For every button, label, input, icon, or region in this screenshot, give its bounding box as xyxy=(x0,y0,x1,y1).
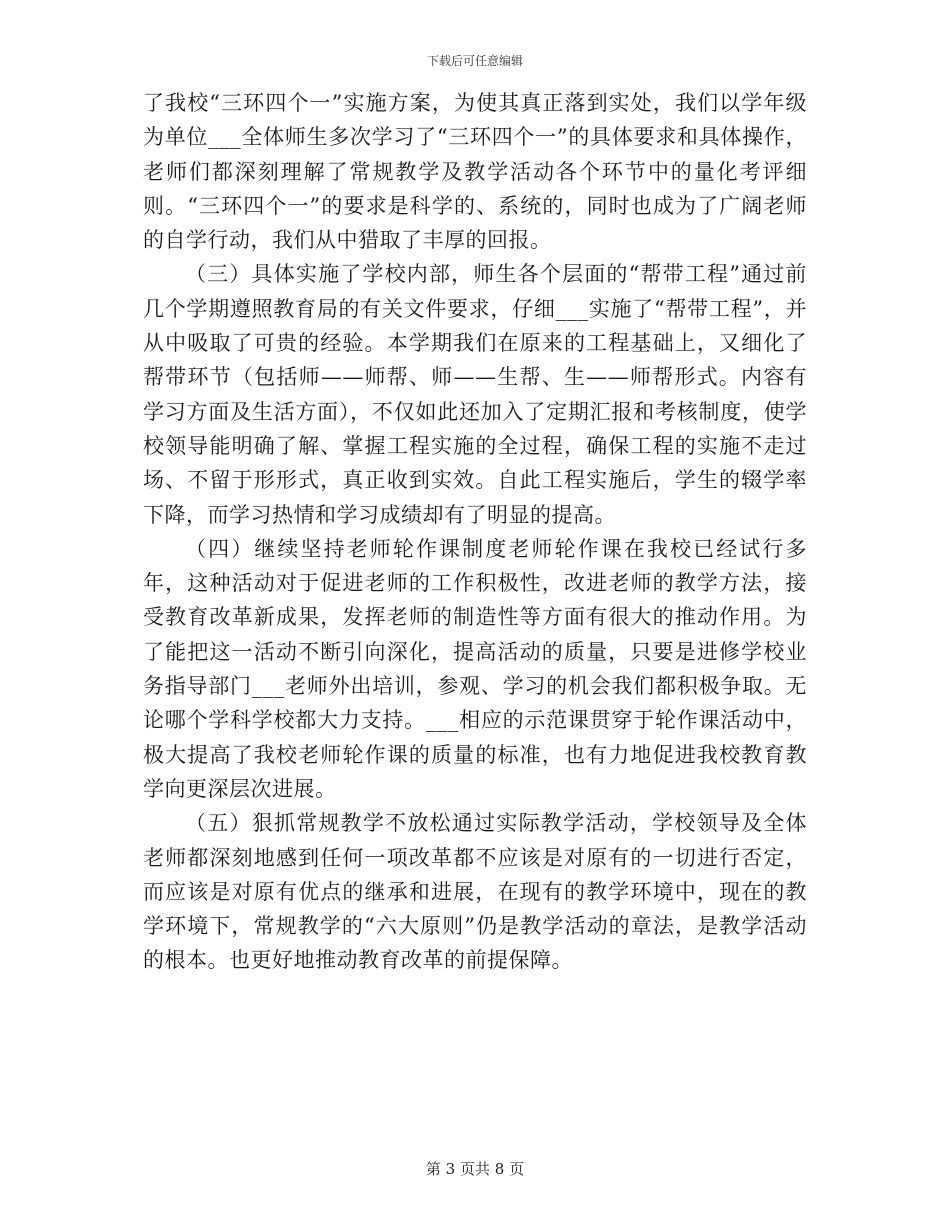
page-header: 下载后可任意编辑 xyxy=(426,54,523,68)
paragraph-continuation: 了我校“三环四个一”实施方案，为使其真正落到实处，我们以学年级为单位___全体师生多次学习了“三环四个一”的具体要求和具体操作，老师们都深刻理解了常规教学及教学活动各个环节中的量化考评细则。“三环四个一”的要求是科学的、系统的，同时也成为了广阔老师的自学行动，我们从中猎取了丰厚的回报。 xyxy=(143,91,807,253)
page-number: 第 3 页共 8 页 xyxy=(425,1160,525,1178)
paragraph-section-3: （三）具体实施了学校内部，师生各个层面的“帮带工程”通过前几个学期遵照教育局的有关文件要求，仔细___实施了“帮带工程”，并从中吸取了可贵的经验。本学期我们在原来的工程基础上，又细化了帮带环节（包括师——师帮、师——生帮、生——师帮形式。内容有学习方面及生活方面），不仅如此还加入了定期汇报和考核制度，使学校领导能明确了解、掌握工程实施的全过程，确保工程的实施不走过场、不留于形形式，真正收到实效。自此工程实施后，学生的辍学率下降，而学习热情和学习成绩却有了明显的提高。 xyxy=(143,262,807,527)
paragraph-section-4: （四）继续坚持老师轮作课制度老师轮作课在我校已经试行多年，这种活动对于促进老师的工作积极性，改进老师的教学方法，接受教育改革新成果，发挥老师的制造性等方面有很大的推动作用。为了能把这一活动不断引向深化，提高活动的质量，只要是进修学校业务指导部门___老师外出培训，参观、学习的机会我们都积极争取。无论哪个学科学校都大力支持。___相应的示范课贯穿于轮作课活动中，极大提高了我校老师轮作课的质量的标准，也有力地促进我校教育教学向更深层次进展。 xyxy=(143,536,807,801)
document-body xyxy=(143,86,807,978)
paragraph-section-5: （五）狠抓常规教学不放松通过实际教学活动，学校领导及全体老师都深刻地感到任何一项改革都不应该是对原有的一切进行否定，而应该是对原有优点的继承和进展，在现有的教学环境中，现在的教学环境下，常规教学的“六大原则”仍是教学活动的章法，是教学活动的根本。也更好地推动教育改革的前提保障。 xyxy=(143,811,807,973)
